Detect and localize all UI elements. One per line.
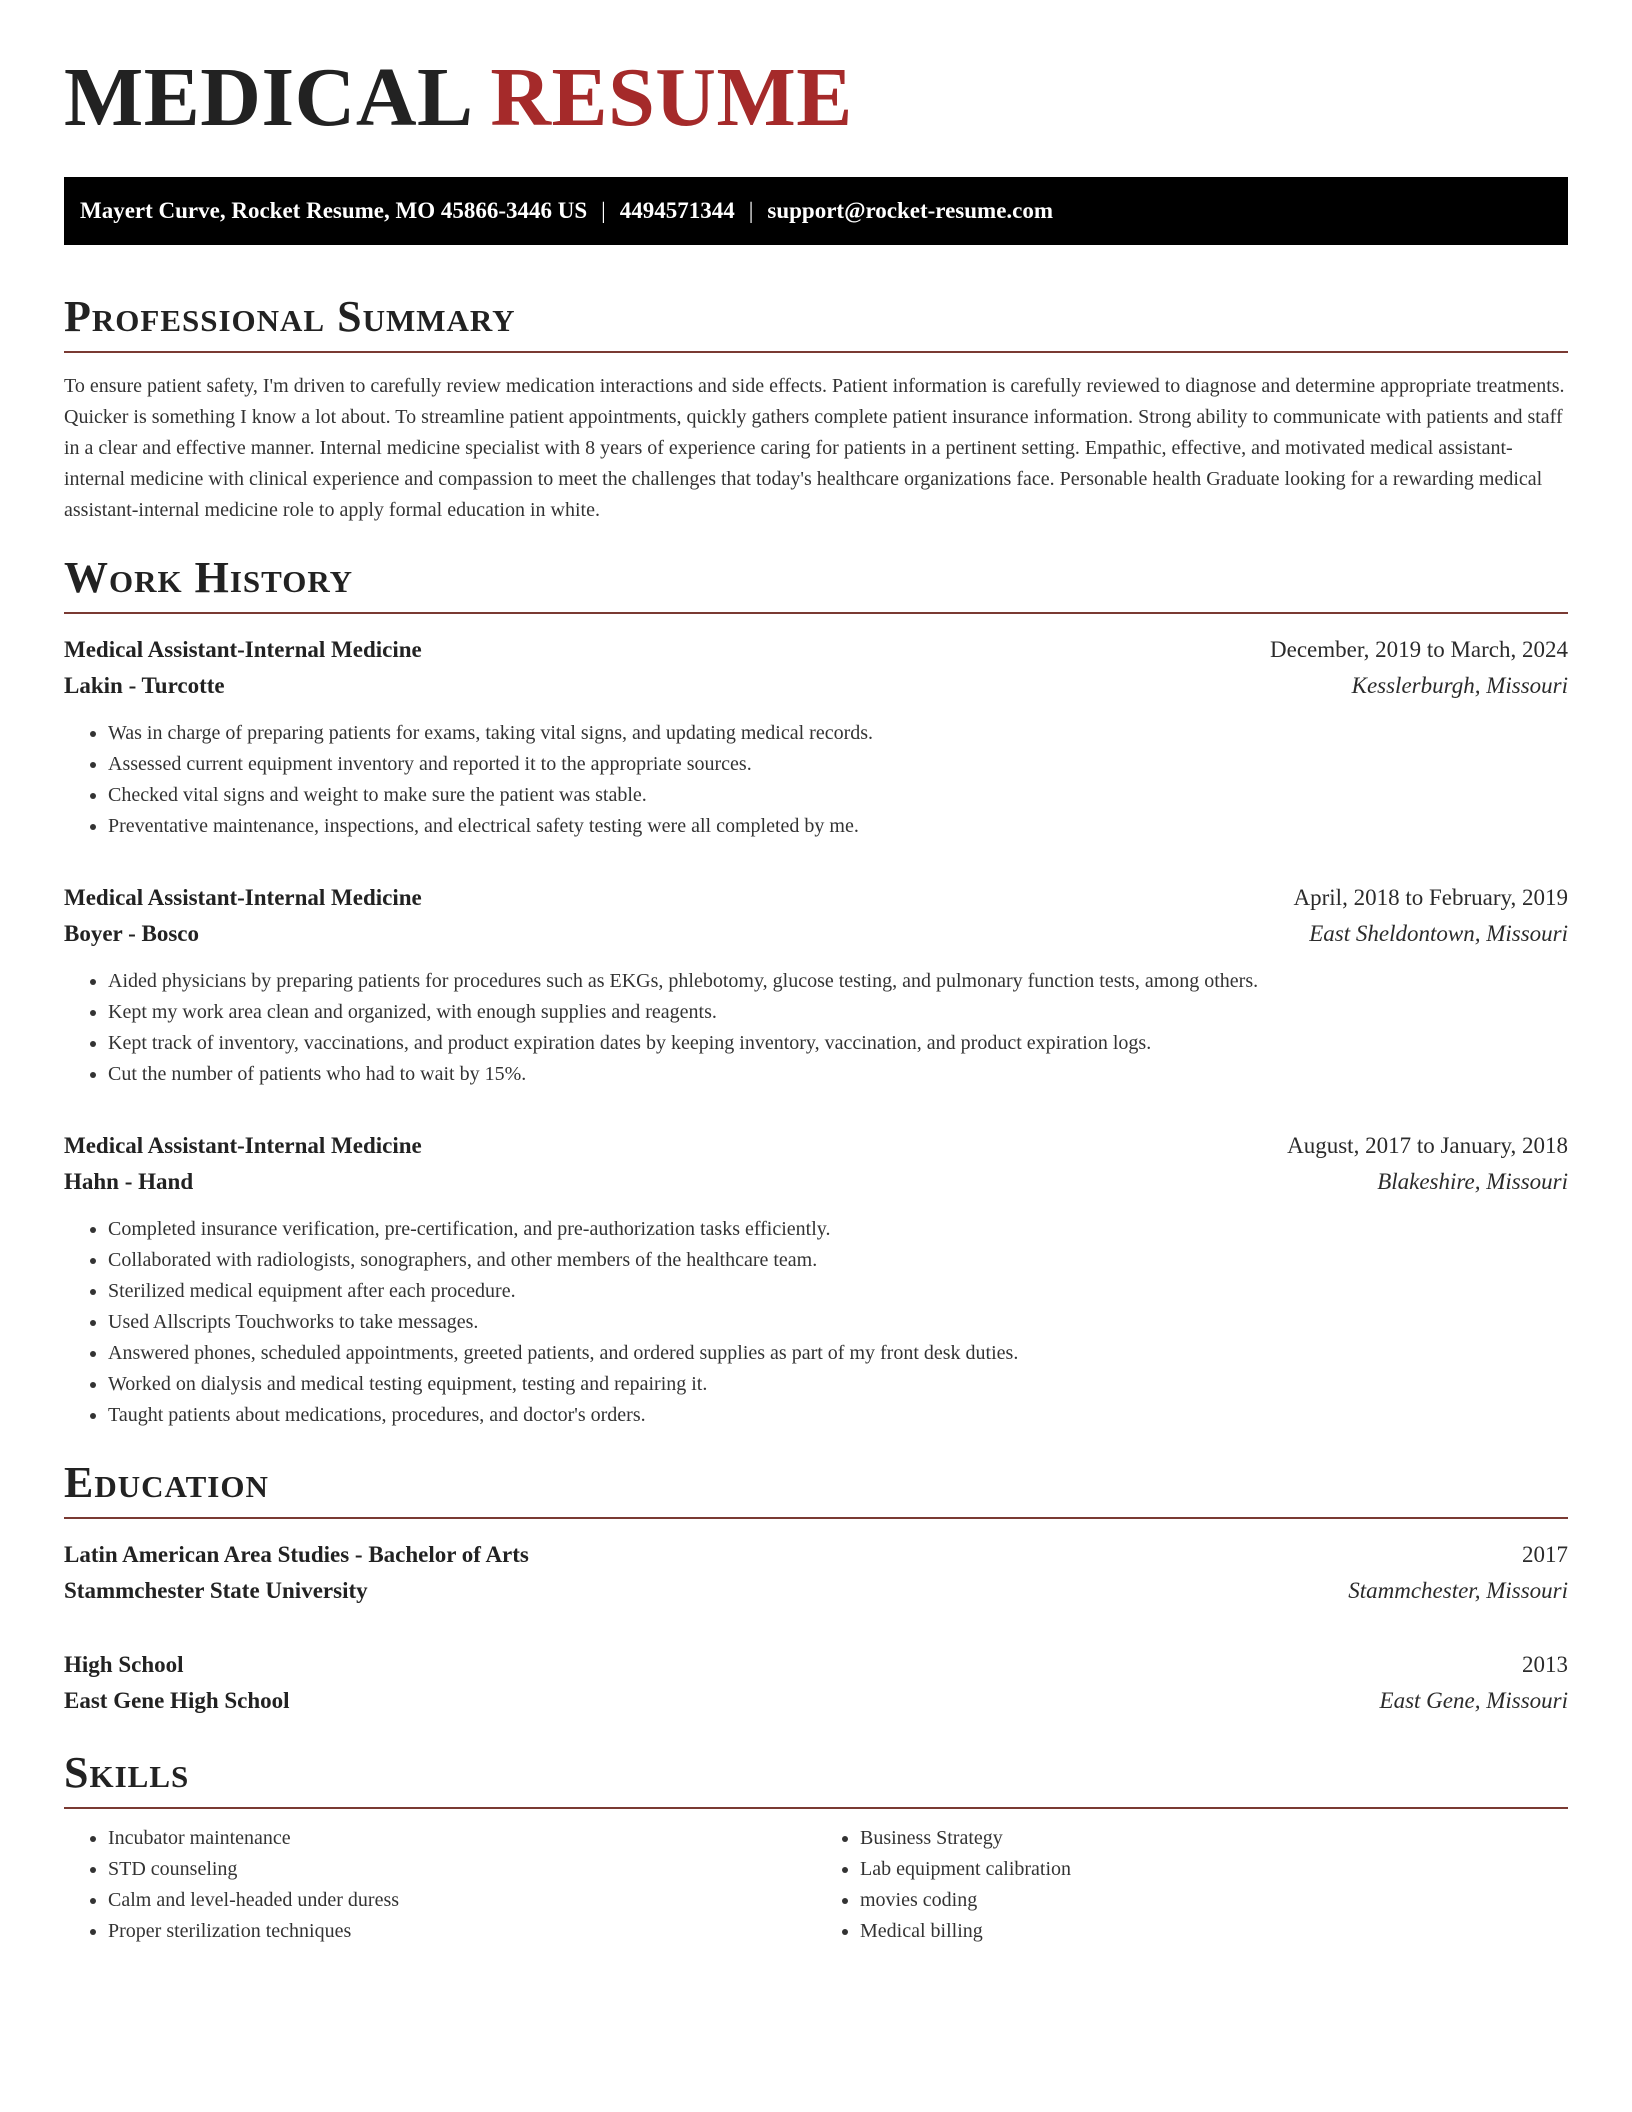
job-bullet: • Checked vital signs and weight to make sure the patient was stable. — [108, 780, 1568, 811]
education-school: East Gene High School — [64, 1688, 290, 1713]
skills-grid — [64, 1823, 1568, 1947]
job-bullet: • Preventative maintenance, inspections, and electrical safety testing were all completed by me. — [108, 811, 1568, 842]
skill-item: • Lab equipment calibration — [860, 1854, 1568, 1885]
job-company: Boyer - Bosco — [64, 921, 200, 946]
education-heading: Education — [64, 1458, 269, 1507]
work-entry-company-row — [64, 668, 1568, 704]
skills-heading: Skills — [64, 1748, 190, 1797]
job-company: Lakin - Turcotte — [64, 673, 225, 698]
job-bullets — [64, 718, 1568, 842]
skill-item: • STD counseling — [108, 1854, 816, 1885]
work-history-heading: Work History — [64, 553, 354, 602]
work-entry — [64, 632, 1568, 842]
job-bullet: • Completed insurance verification, pre-certification, and pre-authorization tasks efficiently. — [108, 1214, 1568, 1245]
education-degree-row — [64, 1537, 1568, 1573]
job-dates: December, 2019 to March, 2024 — [1270, 637, 1568, 662]
job-company: Hahn - Hand — [64, 1169, 194, 1194]
summary-heading: Professional Summary — [64, 292, 516, 341]
work-entry — [64, 880, 1568, 1090]
education-school-row — [64, 1683, 1568, 1719]
education-degree-row — [64, 1647, 1568, 1683]
work-entry-title-row — [64, 880, 1568, 916]
job-bullet: • Taught patients about medications, procedures, and doctor's orders. — [108, 1400, 1568, 1431]
education-school: Stammchester State University — [64, 1578, 368, 1603]
work-entry-company-row — [64, 1164, 1568, 1200]
job-bullets — [64, 966, 1568, 1090]
job-bullet: • Answered phones, scheduled appointments, greeted patients, and ordered supplies as part of my front desk duties. — [108, 1338, 1568, 1369]
job-title: Medical Assistant-Internal Medicine — [64, 637, 422, 662]
job-bullet: • Sterilized medical equipment after each procedure. — [108, 1276, 1568, 1307]
education-degree: High School — [64, 1652, 184, 1677]
skills-column-left — [64, 1823, 816, 1947]
contact-bar — [64, 177, 1568, 245]
summary-section — [64, 292, 1568, 526]
job-location: East Sheldontown, Missouri — [1309, 921, 1568, 946]
job-title: Medical Assistant-Internal Medicine — [64, 885, 422, 910]
education-entry — [64, 1647, 1568, 1719]
title-part-2: RESUME — [490, 51, 853, 144]
job-location: Blakeshire, Missouri — [1377, 1169, 1568, 1194]
job-bullet: • Used Allscripts Touchworks to take messages. — [108, 1307, 1568, 1338]
job-bullet: • Kept my work area clean and organized, with enough supplies and reagents. — [108, 997, 1568, 1028]
job-bullet: • Worked on dialysis and medical testing equipment, testing and repairing it. — [108, 1369, 1568, 1400]
skill-item: • Proper sterilization techniques — [108, 1916, 816, 1947]
job-location: Kesslerburgh, Missouri — [1351, 673, 1568, 698]
job-title: Medical Assistant-Internal Medicine — [64, 1133, 422, 1158]
section-divider — [64, 1807, 1568, 1809]
work-history-section — [64, 553, 1568, 1431]
education-location: East Gene, Missouri — [1379, 1688, 1568, 1713]
section-divider — [64, 351, 1568, 353]
job-dates: April, 2018 to February, 2019 — [1293, 885, 1568, 910]
job-bullet: • Aided physicians by preparing patients for procedures such as EKGs, phlebotomy, glucose testing, and pulmonary function tests, among others. — [108, 966, 1568, 997]
section-divider — [64, 612, 1568, 614]
section-divider — [64, 1517, 1568, 1519]
job-bullet: • Collaborated with radiologists, sonographers, and other members of the healthcare team. — [108, 1245, 1568, 1276]
job-bullet: • Cut the number of patients who had to wait by 15%. — [108, 1059, 1568, 1090]
title-part-1: MEDICAL — [64, 51, 469, 144]
education-year: 2013 — [1522, 1652, 1568, 1677]
education-location: Stammchester, Missouri — [1348, 1578, 1568, 1603]
resume-title — [64, 51, 1568, 144]
job-dates: August, 2017 to January, 2018 — [1287, 1133, 1568, 1158]
skills-column-right — [816, 1823, 1568, 1947]
work-entry-company-row — [64, 916, 1568, 952]
job-bullet: • Was in charge of preparing patients for exams, taking vital signs, and updating medical records. — [108, 718, 1568, 749]
education-degree: Latin American Area Studies - Bachelor of Arts — [64, 1542, 529, 1567]
contact-email[interactable]: support@rocket-resume.com — [767, 198, 1054, 223]
work-entry-title-row — [64, 632, 1568, 668]
work-entry — [64, 1128, 1568, 1431]
contact-separator: | — [601, 198, 606, 223]
skill-item: • Medical billing — [860, 1916, 1568, 1947]
summary-text: To ensure patient safety, I'm driven to carefully review medication interactions and side effects. Patient information is carefully reviewed to diagnose and determine appropriate treatments. Quicker is something I know a lot about. To streamline patient appointments, quickly gathers complete patient insurance information. Strong ability to communicate with patients and staff in a clear and effective manner. Internal medicine specialist with 8 years of experience caring for patients in a pertinent setting. Empathic, effective, and motivated medical assistant-internal medicine with clinical experience and compassion to meet the challenges that today's healthcare organizations face. Personable health Graduate looking for a rewarding medical assistant-internal medicine role to apply formal education in white. — [64, 375, 1565, 521]
skill-item: • movies coding — [860, 1885, 1568, 1916]
education-section — [64, 1458, 1568, 1719]
contact-separator: | — [748, 198, 754, 223]
job-bullets — [64, 1214, 1568, 1431]
skill-item: • Incubator maintenance — [108, 1823, 816, 1854]
education-entry — [64, 1537, 1568, 1609]
job-bullet: • Assessed current equipment inventory and reported it to the appropriate sources. — [108, 749, 1568, 780]
contact-address: Mayert Curve, Rocket Resume, MO 45866-3446 US — [80, 198, 588, 223]
job-bullet: • Kept track of inventory, vaccinations, and product expiration dates by keeping inventory, vaccination, and product expiration logs. — [108, 1028, 1568, 1059]
work-entry-title-row — [64, 1128, 1568, 1164]
education-year: 2017 — [1522, 1542, 1568, 1567]
contact-phone: 4494571344 — [619, 198, 735, 223]
skill-item: • Calm and level-headed under duress — [108, 1885, 816, 1916]
skill-item: • Business Strategy — [860, 1823, 1568, 1854]
education-school-row — [64, 1573, 1568, 1609]
skills-section — [64, 1748, 1568, 1947]
